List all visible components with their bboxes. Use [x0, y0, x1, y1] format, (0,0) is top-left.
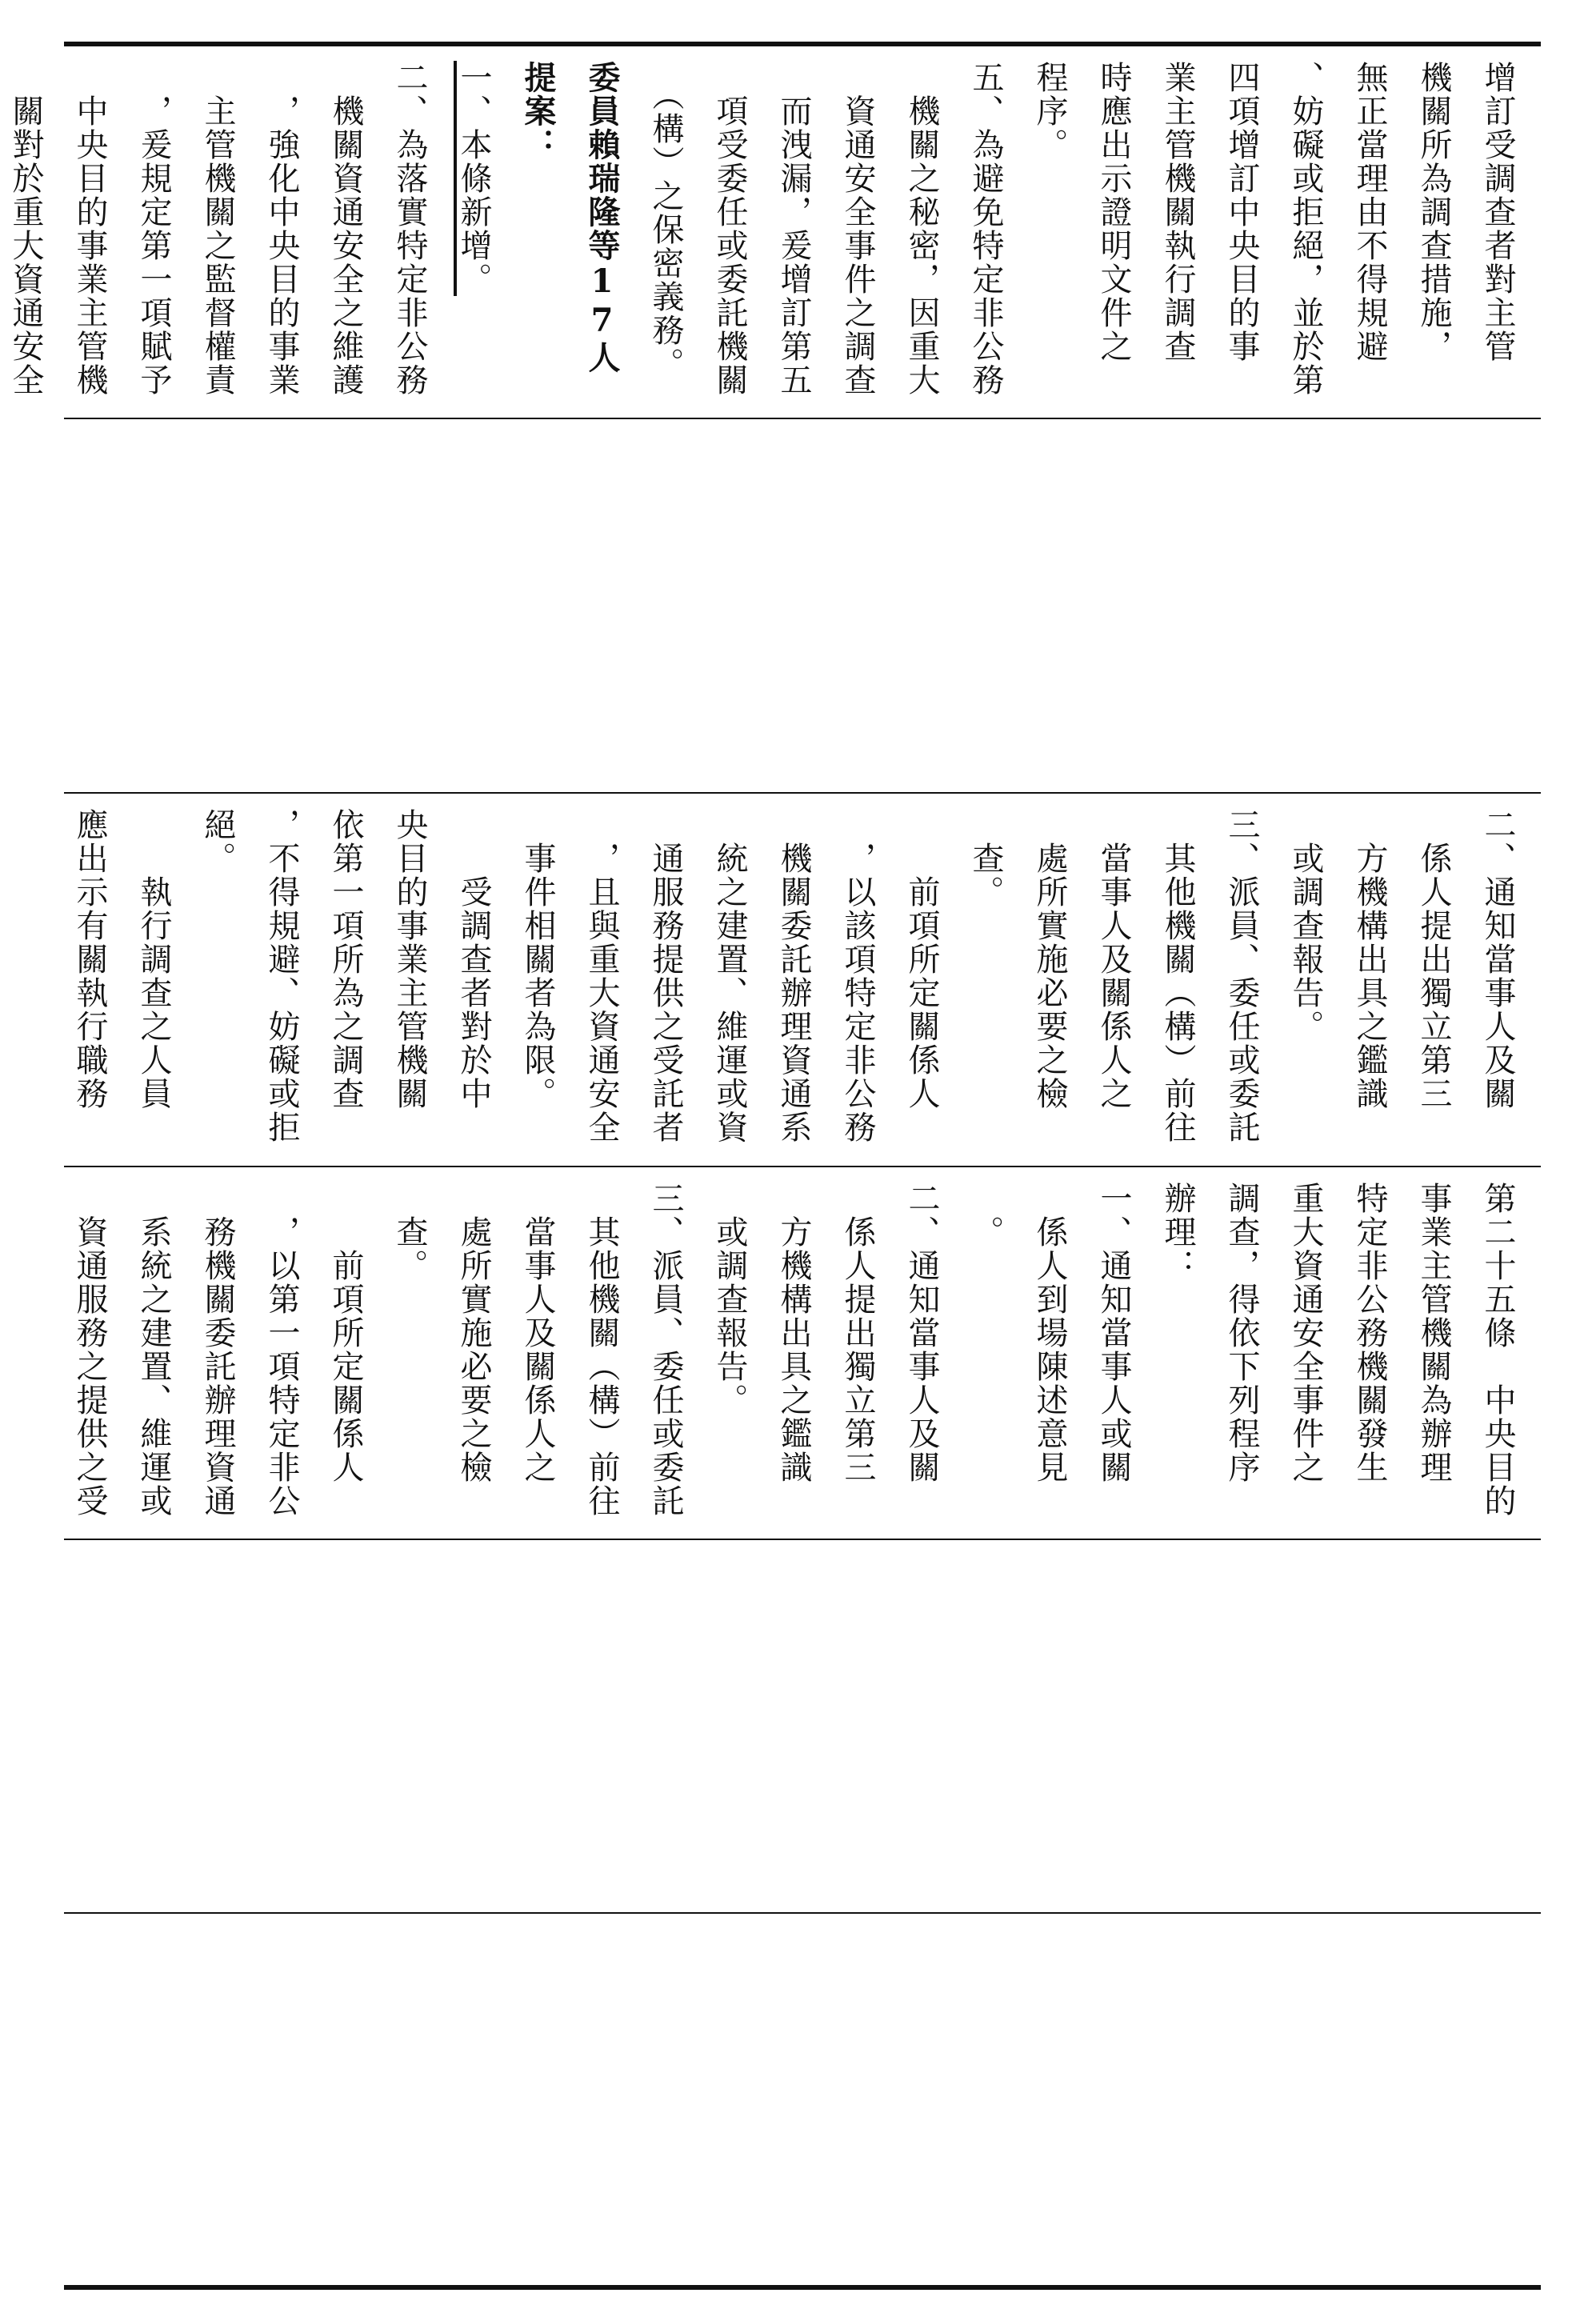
text-line: ，以該項特定非公務	[839, 808, 876, 1144]
text-line: 項受委任或委託機關	[711, 61, 748, 397]
text-line: 二、通知當事人及關	[1479, 808, 1516, 1110]
text-line: 無正當理由不得規避	[1351, 61, 1388, 363]
text-line: 絕。	[199, 808, 236, 875]
text-line: 其他機關（構）前往	[1159, 808, 1196, 1144]
text-line: 處所實施必要之檢	[455, 1182, 492, 1484]
text-line: 主管機關之監督權責	[199, 61, 236, 397]
text-line: 一、通知當事人或關	[1095, 1182, 1132, 1484]
text-line: 時應出示證明文件之	[1095, 61, 1132, 363]
text-line: 重大資通安全事件之	[1287, 1182, 1324, 1484]
text-line: 、妨礙或拒絕，並於第	[1287, 61, 1324, 397]
text-line: 事件相關者為限。	[519, 808, 556, 1110]
text-line: 其他機關（構）前往	[583, 1182, 620, 1518]
text-line: 關對於重大資通安全	[7, 61, 44, 397]
text-line: 查。	[967, 808, 1004, 909]
text-line: 二、為落實特定非公務	[391, 61, 428, 397]
text-line: 委員賴瑞隆等17人提案：	[519, 61, 621, 374]
text-line: 係人到場陳述意見	[1031, 1182, 1068, 1484]
text-line: 二、通知當事人及關	[903, 1182, 940, 1484]
text-line: 係人提出獨立第三	[839, 1182, 876, 1484]
text-line: 中央目的事業主管機	[71, 61, 108, 397]
table-row	[64, 419, 1541, 792]
text-line: 三、派員、委任或委託	[647, 1182, 684, 1518]
text-line: 業主管機關執行調查	[1159, 61, 1196, 363]
text-line: 機關之秘密，因重大	[903, 61, 940, 397]
text-line: 增訂受調查者對主管	[1479, 61, 1516, 363]
text-line: 。	[967, 1182, 1004, 1249]
table-row	[64, 1914, 1541, 2285]
text-line: 查。	[391, 1182, 428, 1283]
text-line: 執行調查之人員	[135, 808, 172, 1110]
text-line: 三、派員、委任或委託	[1223, 808, 1260, 1144]
text-line: 資通安全事件之調查	[839, 61, 876, 397]
text-line: 第二十五條 中央目的	[1479, 1182, 1516, 1518]
cell-text	[7, 46, 1541, 418]
text-line: 特定非公務機關發生	[1351, 1182, 1388, 1484]
text-line: 依第一項所為之調查	[327, 808, 364, 1110]
text-line: 五、為避免特定非公務	[967, 61, 1004, 397]
cell-text	[64, 1540, 1541, 1912]
text-line: 當事人及關係人之	[1095, 808, 1132, 1110]
text-line: 前項所定關係人	[903, 808, 940, 1110]
text-line: 應出示有關執行職務	[71, 808, 108, 1110]
cell-text	[64, 794, 1541, 1166]
table-row	[64, 794, 1541, 1166]
text-line: ，以第一項特定非公	[263, 1182, 300, 1518]
text-line: 而洩漏，爰增訂第五	[775, 61, 812, 397]
text-line: 央目的事業主管機關	[391, 808, 428, 1110]
text-line: 或調查報告。	[711, 1182, 748, 1417]
text-line: ，不得規避、妨礙或拒	[263, 808, 300, 1144]
text-line: 四項增訂中央目的事	[1223, 61, 1260, 363]
cell-text	[64, 1167, 1541, 1539]
text-line: 機關所為調查措施，	[1415, 61, 1452, 363]
text-line: 方機構出具之鑑識	[1351, 808, 1388, 1110]
text-line: 處所實施必要之檢	[1031, 808, 1068, 1110]
text-line: 資通服務之提供之受	[71, 1182, 108, 1518]
cell-text	[64, 419, 1541, 792]
text-line: ，且與重大資通安全	[583, 808, 620, 1144]
text-line: 前項所定關係人	[327, 1182, 364, 1484]
text-line: 辦理：	[1159, 1182, 1196, 1283]
text-line: 方機構出具之鑑識	[775, 1182, 812, 1484]
text-line: ，強化中央目的事業	[263, 61, 300, 397]
bottom-rule	[64, 2285, 1541, 2290]
text-line: 事業主管機關為辦理	[1415, 1182, 1452, 1484]
text-line: 受調查者對於中	[455, 808, 492, 1110]
table-row	[64, 1167, 1541, 1539]
text-line: 調查，得依下列程序	[1223, 1182, 1260, 1484]
text-line: 務機關委託辦理資通	[199, 1182, 236, 1518]
text-line: （構）之保密義務。	[647, 61, 684, 381]
table-row	[7, 46, 1541, 418]
text-line: 機關委託辦理資通系	[775, 808, 812, 1144]
text-line: 機關資通安全之維護	[327, 61, 364, 397]
text-line: 當事人及關係人之	[519, 1182, 556, 1484]
text-line: 或調查報告。	[1287, 808, 1324, 1043]
text-line: 一、本條新增。	[455, 61, 492, 296]
text-line: ，爰規定第一項賦予	[135, 61, 172, 397]
text-line: 係人提出獨立第三	[1415, 808, 1452, 1110]
text-line: 系統之建置、維運或	[135, 1182, 172, 1518]
table-row	[64, 1540, 1541, 1912]
text-line: 通服務提供之受託者	[647, 808, 684, 1144]
text-line: 統之建置、維運或資	[711, 808, 748, 1144]
text-line: 程序。	[1031, 61, 1068, 162]
cell-text	[64, 1914, 1541, 2285]
